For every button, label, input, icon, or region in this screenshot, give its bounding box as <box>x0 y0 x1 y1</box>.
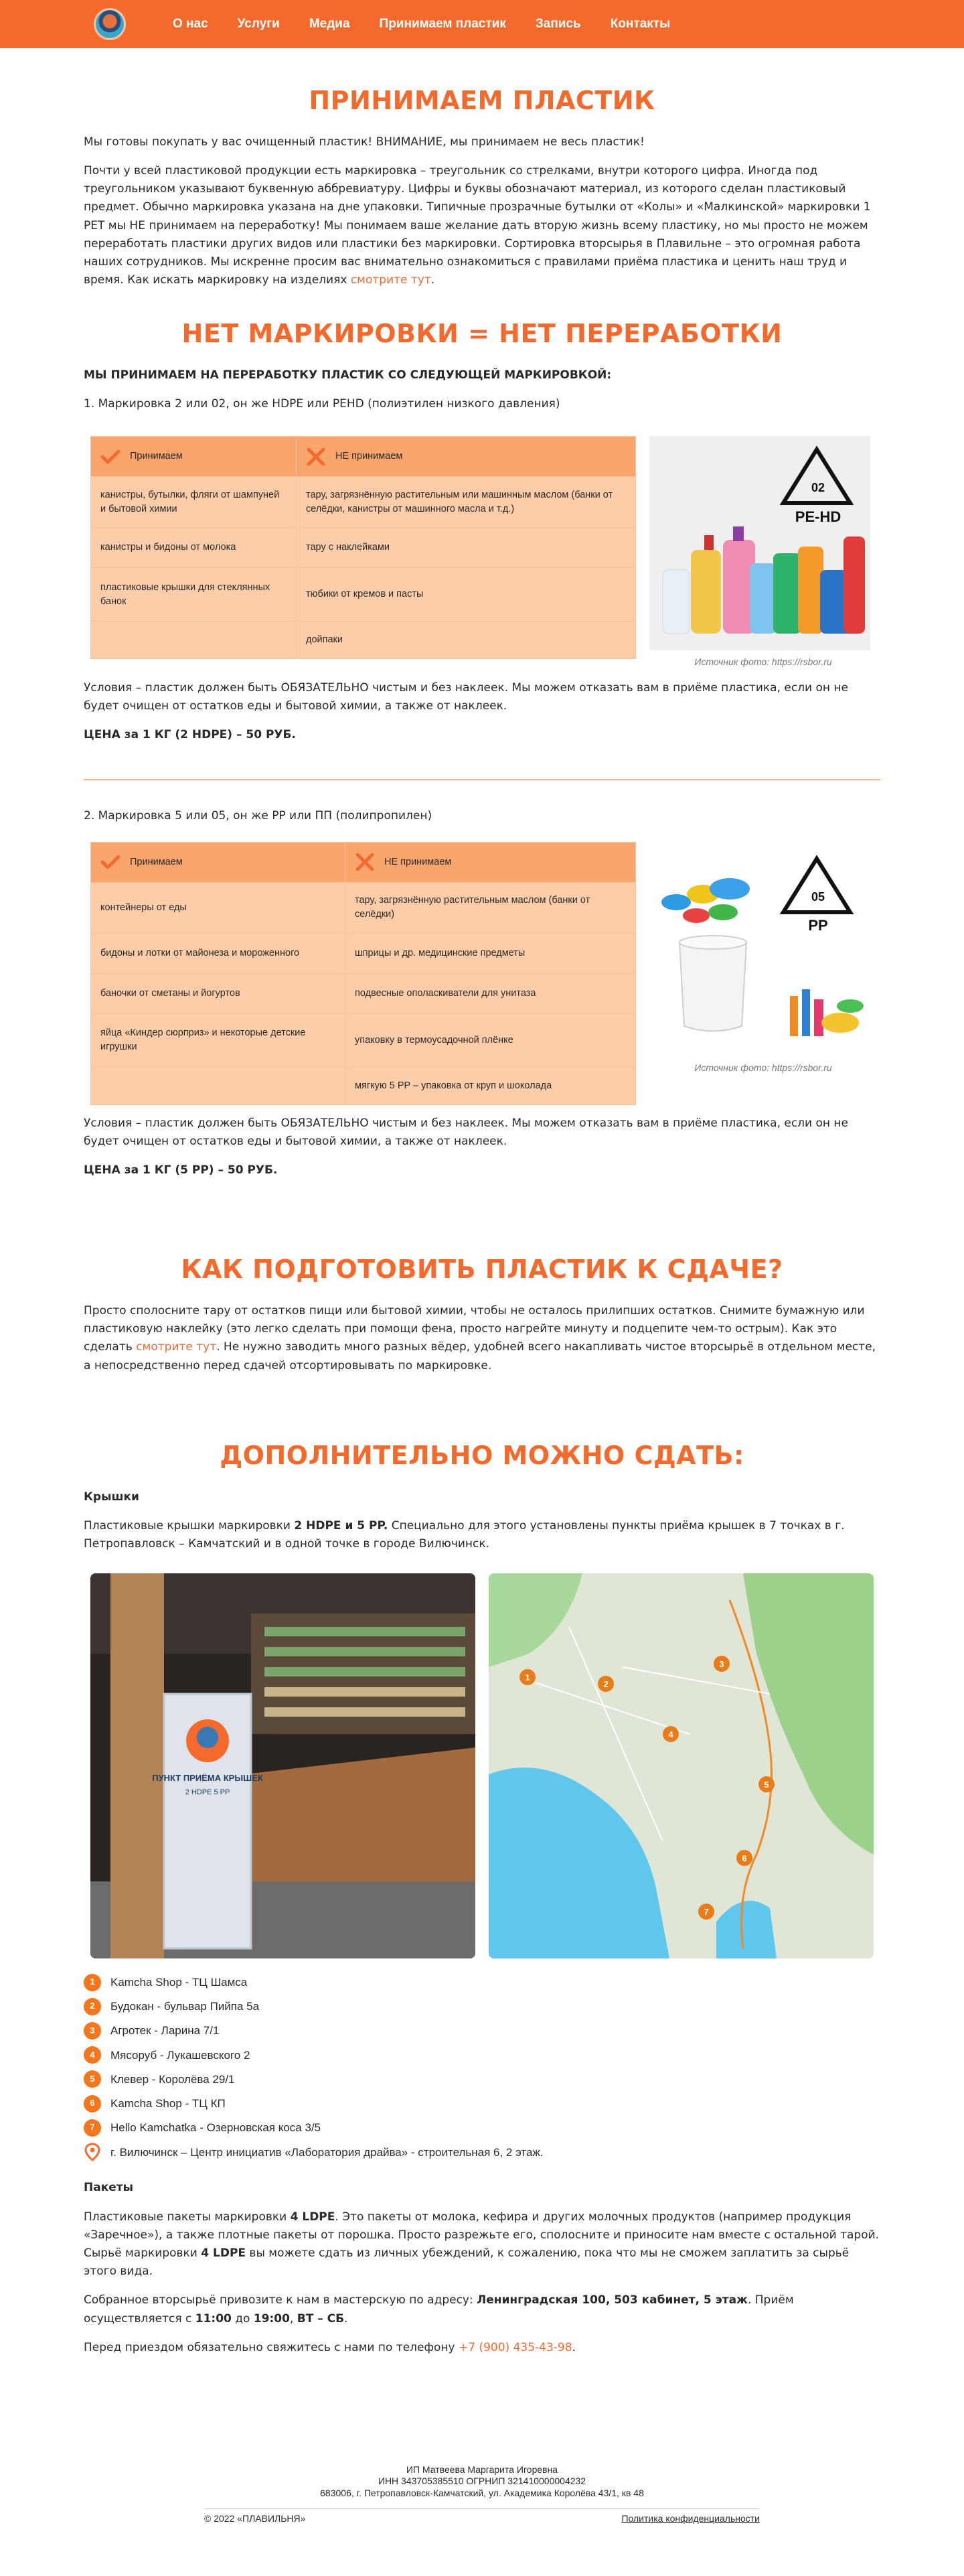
table-row: баночки от сметаны и йогуртов подвесные ополаскиватели для унитаза <box>91 973 636 1013</box>
point-number: 7 <box>84 2119 101 2137</box>
privacy-link[interactable]: Политика конфиденциальности <box>621 2513 760 2524</box>
table-row: яйца «Киндер сюрприз» и некоторые детские игрушки упаковку в термоусадочной плёнке <box>91 1013 636 1067</box>
hdpe-bottles-image <box>649 436 870 650</box>
intro-notice: Мы готовы покупать у вас очищенный пластик! ВНИМАНИЕ, мы принимаем не весь пластик! <box>84 135 645 149</box>
nav-contacts[interactable]: Контакты <box>610 16 671 31</box>
caps-text: Пластиковые крышки маркировки 2 HDPE и 5 PP. Специально для этого установлены пункты приёма крышек в 7 точках в г. Петропавловск – Камчатский и в одной точке в городе Вилючинск. <box>84 1518 845 1551</box>
svg-text:PE-HD: PE-HD <box>795 508 841 526</box>
table-row: бидоны и лотки от майонеза и мороженного шприцы и др. медицинские предметы <box>91 933 636 973</box>
pp-table <box>90 842 636 1105</box>
caps-photos <box>84 1573 880 1958</box>
address-text: Собранное вторсырьё привозите к нам в мастерскую по адресу: Ленинградская 100, 503 кабинет, 5 этаж. Приём осуществляется с 11:00 до 19:00, ВТ – СБ. <box>84 2293 794 2325</box>
pp-block <box>84 842 880 1105</box>
list-item: 7 Hello Kamchatka - Озерновская коса 3/5 <box>84 2119 880 2137</box>
collection-bin-photo <box>90 1573 475 1958</box>
point-number: 6 <box>84 2095 101 2113</box>
svg-text:PP: PP <box>808 916 828 934</box>
cross-icon <box>306 447 326 467</box>
prepare-section <box>84 1249 880 1375</box>
svg-text:ПУНКТ ПРИЁМА КРЫШЕК: ПУНКТ ПРИЁМА КРЫШЕК <box>152 1773 263 1784</box>
copyright: © 2022 «ПЛАВИЛЬНЯ» <box>204 2513 306 2524</box>
marking-howto-link[interactable]: смотрите тут <box>350 273 431 287</box>
point-number: 4 <box>84 2046 101 2064</box>
check-icon <box>100 855 120 869</box>
table-row: мягкую 5 PP – упаковка от круп и шоколада <box>91 1067 636 1104</box>
marking-section <box>84 313 880 1179</box>
table-row: контейнеры от еды тару, загрязнённую растительным маслом (банки от селёдки) <box>91 882 636 933</box>
pp-price: ЦЕНА за 1 КГ (5 PP) – 50 РУБ. <box>84 1163 278 1177</box>
hdpe-heading: 1. Маркировка 2 или 02, он же HDPE или PEHD (полиэтилен низкого давления) <box>84 397 560 411</box>
svg-text:02: 02 <box>811 481 825 495</box>
prepare-howto-link[interactable]: смотрите тут <box>136 1340 217 1354</box>
footer-bottom <box>204 2508 760 2525</box>
check-icon <box>100 449 120 464</box>
svg-text:3: 3 <box>719 1659 724 1670</box>
list-item: 6 Kamcha Shop - ТЦ КП <box>84 2094 880 2113</box>
svg-text:2 HDPE 5 PP: 2 HDPE 5 PP <box>185 1788 230 1797</box>
nav-about[interactable]: О нас <box>173 16 208 31</box>
phone-link[interactable]: +7 (900) 435-43-98 <box>459 2340 572 2354</box>
nav-services[interactable]: Услуги <box>237 16 280 31</box>
list-item: 5 Клевер - Королёва 29/1 <box>84 2070 880 2088</box>
logo[interactable] <box>94 8 126 40</box>
pp-photo <box>649 842 877 1075</box>
nav-media[interactable]: Медиа <box>309 16 350 31</box>
point-number: 1 <box>84 1974 101 1991</box>
main-content <box>84 80 880 2357</box>
svg-text:05: 05 <box>811 889 825 904</box>
svg-text:5: 5 <box>764 1780 769 1790</box>
hdpe-price: ЦЕНА за 1 КГ (2 HDPE) – 50 РУБ. <box>84 728 296 742</box>
table-row: канистры и бидоны от молока тару с наклейками <box>91 528 636 568</box>
footer-ids: ИНН 343705385510 ОГРНИП 321410000004232 <box>378 2476 586 2487</box>
marking-subtitle: МЫ ПРИНИМАЕМ НА ПЕРЕРАБОТКУ ПЛАСТИК СО СЛЕДУЮЩЕЙ МАРКИРОВКОЙ: <box>84 368 612 382</box>
list-item: 2 Будокан - бульвар Пийпа 5а <box>84 1997 880 2015</box>
phone-text: Перед приездом обязательно свяжитесь с нами по телефону +7 (900) 435-43-98. <box>84 2340 576 2354</box>
point-number: 5 <box>84 2070 101 2088</box>
table-row: канистры, бутылки, фляги от шампуней и бытовой химии тару, загрязнённую растительным или машинным маслом (банки от селёдки, канистры от машинного масла и т.д.) <box>91 477 636 528</box>
caps-heading: Крышки <box>84 1490 139 1504</box>
list-item: г. Вилючинск – Центр инициатив «Лаборатория драйва» - строительная 6, 2 этаж. <box>84 2143 880 2161</box>
prepare-text: Просто сполосните тару от остатков пищи или бытовой химии, чтобы не осталось прилипших остатков. Снимите бумажную или пластиковую наклейку (это легко сделать при помощи фена, просто нагрейте минуту и подцепите чем-то острым). Как это сделать смотрите тут. Не нужно заводить много разных вёдер, удобней всего накапливать чистое вторсырьё в отдельном месте, а непосредственно перед сдачей отсортировывать по маркировке. <box>84 1303 876 1372</box>
site-header <box>0 0 964 48</box>
footer-address: 683006, г. Петропавловск-Камчатский, ул. Академика Королёва 43/1, кв 48 <box>320 2487 644 2498</box>
marking-title: НЕТ МАРКИРОВКИ = НЕТ ПЕРЕРАБОТКИ <box>181 319 783 349</box>
photo-caption: Источник фото: https://rsbor.ru <box>694 656 832 668</box>
collection-points-map[interactable] <box>489 1573 874 1958</box>
nav-plastic[interactable]: Принимаем пластик <box>379 16 506 31</box>
intro-text: Почти у всей пластиковой продукции есть маркировка – треугольник со стрелками, внутри которого цифра. Иногда под треугольником указывают буквенную аббревиатуру. Цифры и буквы обозначают материал, из которого сделан пластиковый предмет. Обычно маркировка указана на дне упаковки. Типичные прозрачные бутылки от «Колы» и «Малкинской» маркировки 1 PET мы НЕ принимаем на переработку! Мы понимаем ваше желание дать вторую жизнь всему пластику, но мы просто не можем переработать пластики других видов или пластики без маркировки. Сортировка вторсырья в Плавильне – это огромная работа наших сотрудников. Мы искренне просим вас внимательно ознакомиться с правилами приёма пластика и ценить наш труд и время. Как искать маркировку на изделиях смотрите тут. <box>84 163 871 287</box>
svg-text:6: 6 <box>742 1853 747 1864</box>
pp-heading: 2. Маркировка 5 или 05, он же PP или ПП (полипропилен) <box>84 809 432 823</box>
svg-text:1: 1 <box>525 1672 530 1683</box>
list-item: 3 Агротек - Ларина 7/1 <box>84 2021 880 2040</box>
point-number: 3 <box>84 2022 101 2040</box>
pp-condition: Условия – пластик должен быть ОБЯЗАТЕЛЬНО чистым и без наклеек. Мы можем отказать вам в приёме пластика, если он не будет очищен от остатков еды и бытовой химии, а также от наклеек. <box>84 1116 848 1148</box>
extra-title: ДОПОЛНИТЕЛЬНО МОЖНО СДАТЬ: <box>220 1440 744 1470</box>
site-footer <box>0 2464 964 2525</box>
list-item: 1 Kamcha Shop - ТЦ Шамса <box>84 1973 880 1991</box>
accept-header-cell: Принимаем <box>91 842 345 882</box>
table-row: дойпаки <box>91 622 636 659</box>
page-title: ПРИНИМАЕМ ПЛАСТИК <box>309 86 655 115</box>
accept-header-cell: Принимаем <box>91 437 297 477</box>
cross-icon <box>355 852 375 872</box>
extra-section <box>84 1435 880 2357</box>
footer-owner: ИП Матвеева Маргарита Игоревна <box>406 2463 558 2475</box>
list-item: 4 Мясоруб - Лукашевского 2 <box>84 2046 880 2064</box>
divider <box>84 779 880 780</box>
main-nav <box>173 14 670 34</box>
table-row: пластиковые крышки для стеклянных банок тюбики от кремов и пасты <box>91 568 636 622</box>
photo-caption: Источник фото: https://rsbor.ru <box>694 1062 832 1073</box>
hdpe-table <box>90 436 636 659</box>
bags-text: Пластиковые пакеты маркировки 4 LDPE. Это пакеты от молока, кефира и других молочных продуктов (например продукция «Заречное»), а также плотные пакеты от порошка. Просто разрежьте его, сполосните и приносите нам вместе с остальной тарой. Сырьё маркировки 4 LDPE вы можете сдать из личных убеждений, к сожалению, пока что мы не сможем заплатить за сырьё этого вида. <box>84 2210 880 2279</box>
reject-header-cell: НЕ принимаем <box>345 842 636 882</box>
reject-header-cell: НЕ принимаем <box>297 437 636 477</box>
prepare-title: КАК ПОДГОТОВИТЬ ПЛАСТИК К СДАЧЕ? <box>181 1255 783 1285</box>
hdpe-photo <box>649 436 877 669</box>
location-pin-icon <box>84 2143 101 2161</box>
svg-text:7: 7 <box>704 1907 709 1918</box>
svg-text:2: 2 <box>603 1679 609 1690</box>
collection-points-list <box>84 1973 880 2161</box>
nav-booking[interactable]: Запись <box>535 16 581 31</box>
pp-containers-image <box>649 842 870 1056</box>
hdpe-block <box>84 436 880 669</box>
svg-text:4: 4 <box>668 1729 673 1740</box>
hdpe-condition: Условия – пластик должен быть ОБЯЗАТЕЛЬНО чистым и без наклеек. Мы можем отказать вам в приёме пластика, если он не будет очищен от остатков еды и бытовой химии, а также от наклеек. <box>84 681 848 713</box>
bags-heading: Пакеты <box>84 2181 133 2195</box>
point-number: 2 <box>84 1998 101 2015</box>
